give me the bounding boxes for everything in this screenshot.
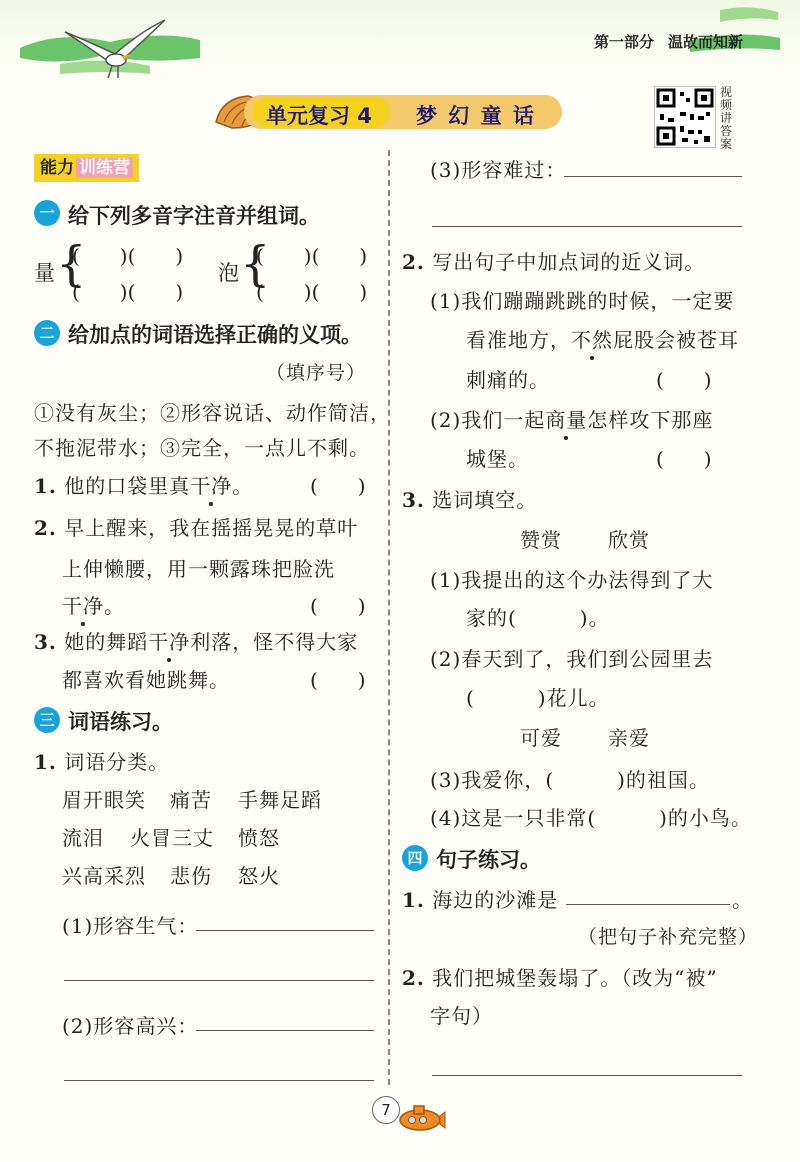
choice-word: 赞赏: [520, 528, 562, 552]
answer-line[interactable]: [64, 1080, 374, 1081]
fill-hint: （把句子补充完整）: [578, 926, 759, 948]
word-item: 兴高采烈: [62, 864, 146, 888]
options-text: ①没有灰尘；②形容说话、动作简洁，: [34, 401, 391, 425]
word-item: 眉开眼笑: [62, 788, 146, 812]
page-number: 7: [372, 1096, 400, 1124]
question-text: 都喜欢看她跳舞。: [62, 668, 230, 692]
question-text: 3. 选词填空。: [402, 488, 538, 512]
answer-blank[interactable]: ( ): [310, 668, 366, 692]
section-badge: 一: [34, 200, 60, 226]
unit-label: 单元复习 4: [266, 104, 372, 128]
question-text: (3)我爱你，( )的祖国。: [430, 768, 710, 792]
qr-code-icon[interactable]: [654, 86, 716, 148]
question-text: 1. 海边的沙滩是: [402, 888, 559, 912]
question-text: ( )花儿。: [466, 686, 610, 710]
answer-blank[interactable]: ( )( ): [72, 244, 184, 268]
question-text: (1)我提出的这个办法得到了大: [430, 568, 714, 592]
word-item: 手舞足蹈: [238, 788, 322, 812]
answer-line[interactable]: [64, 980, 374, 981]
section-title: 词语练习。: [68, 710, 173, 734]
dotted-word: 商量: [545, 404, 587, 433]
choice-word: 欣赏: [608, 528, 650, 552]
question-text: (2)我们一起商量怎样攻下那座: [430, 404, 713, 433]
options-text: 不拖泥带水；③完全，一点儿不剩。: [34, 436, 370, 460]
answer-blank[interactable]: ( ): [310, 474, 366, 498]
question-text: 1. 他的口袋里真干净。: [34, 470, 253, 499]
answer-blank[interactable]: ( ): [656, 368, 712, 392]
sub-question: (3)形容难过：: [430, 158, 567, 182]
question-text: 3. 她的舞蹈干净利落，怪不得大家: [34, 626, 358, 655]
qr-caption: 视频讲答案: [720, 85, 733, 151]
answer-blank[interactable]: ( )( ): [256, 280, 368, 304]
answer-blank[interactable]: ( ): [656, 447, 712, 471]
answer-line[interactable]: [196, 1030, 374, 1031]
dotted-word: 干净: [62, 590, 104, 619]
question-text: (2)春天到了，我们到公园里去: [430, 647, 714, 671]
question-text: 看准地方，不然屁股会被苍耳: [466, 324, 739, 353]
fill-hint: （填序号）: [266, 362, 367, 384]
section-title: 给加点的词语选择正确的义项。: [68, 323, 362, 347]
brace: {: [56, 236, 87, 292]
part-label: 第一部分: [594, 33, 655, 51]
answer-line[interactable]: [432, 1075, 742, 1076]
polyphone-char: 泡: [218, 261, 240, 285]
question-text: 字句）: [430, 1004, 493, 1028]
question-text: 上伸懒腰，用一颗露珠把脸洗: [62, 557, 335, 581]
section-badge: 二: [34, 320, 60, 346]
question-text: 干净。: [62, 590, 125, 619]
question-text: (1)我们蹦蹦跳跳的时候，一定要: [430, 289, 735, 313]
question-text: 城堡。: [466, 447, 529, 471]
word-item: 火冒三丈: [130, 826, 214, 850]
section-badge: 四: [402, 845, 428, 871]
dotted-word: 干净: [190, 470, 232, 499]
question-text: 2. 早上醒来，我在摇摇晃晃的草叶: [34, 516, 359, 540]
answer-blank[interactable]: ( ): [310, 594, 366, 618]
dotted-word: 干净: [148, 626, 190, 655]
answer-blank[interactable]: ( )( ): [256, 244, 368, 268]
polyphone-char: 量: [34, 261, 56, 285]
word-item: 痛苦: [170, 788, 212, 812]
answer-line[interactable]: [564, 176, 742, 177]
choice-word: 可爱: [520, 726, 562, 750]
section-title: 句子练习。: [436, 848, 541, 872]
question-text: 2. 我们把城堡轰塌了。（改为“被”: [402, 966, 718, 990]
answer-line[interactable]: [432, 226, 742, 227]
seagull-icon: [60, 12, 170, 82]
sub-question: (1)形容生气：: [62, 914, 199, 938]
sentence-end: 。: [732, 888, 753, 912]
answer-line[interactable]: [196, 930, 374, 931]
sub-question: (2)形容高兴：: [62, 1014, 199, 1038]
question-text: 刺痛的。: [466, 368, 550, 392]
section-title: 给下列多音字注音并组词。: [68, 204, 320, 228]
answer-blank[interactable]: ( )( ): [72, 280, 184, 304]
brace: {: [240, 236, 271, 292]
banner-highlight: 训练营: [76, 158, 133, 178]
answer-line[interactable]: [566, 904, 730, 905]
dotted-word: 不然: [571, 324, 613, 353]
section-badge: 三: [34, 707, 60, 733]
question-text: 1. 词语分类。: [34, 750, 170, 774]
word-item: 悲伤: [170, 864, 212, 888]
word-item: 怒火: [238, 864, 280, 888]
part-title: 温故而知新: [668, 33, 744, 51]
submarine-icon: [396, 1098, 446, 1132]
unit-title: 梦 幻 童 话: [416, 104, 536, 128]
question-text: (4)这是一只非常( )的小鸟。: [430, 806, 752, 830]
banner-label: 能力: [40, 158, 74, 178]
word-item: 愤怒: [238, 826, 280, 850]
word-item: 流泪: [62, 826, 104, 850]
choice-word: 亲爱: [608, 726, 650, 750]
training-banner: [34, 154, 139, 182]
question-text: 2. 写出句子中加点词的近义词。: [402, 250, 706, 274]
question-text: 家的( )。: [466, 606, 610, 630]
column-divider: [388, 150, 390, 1085]
